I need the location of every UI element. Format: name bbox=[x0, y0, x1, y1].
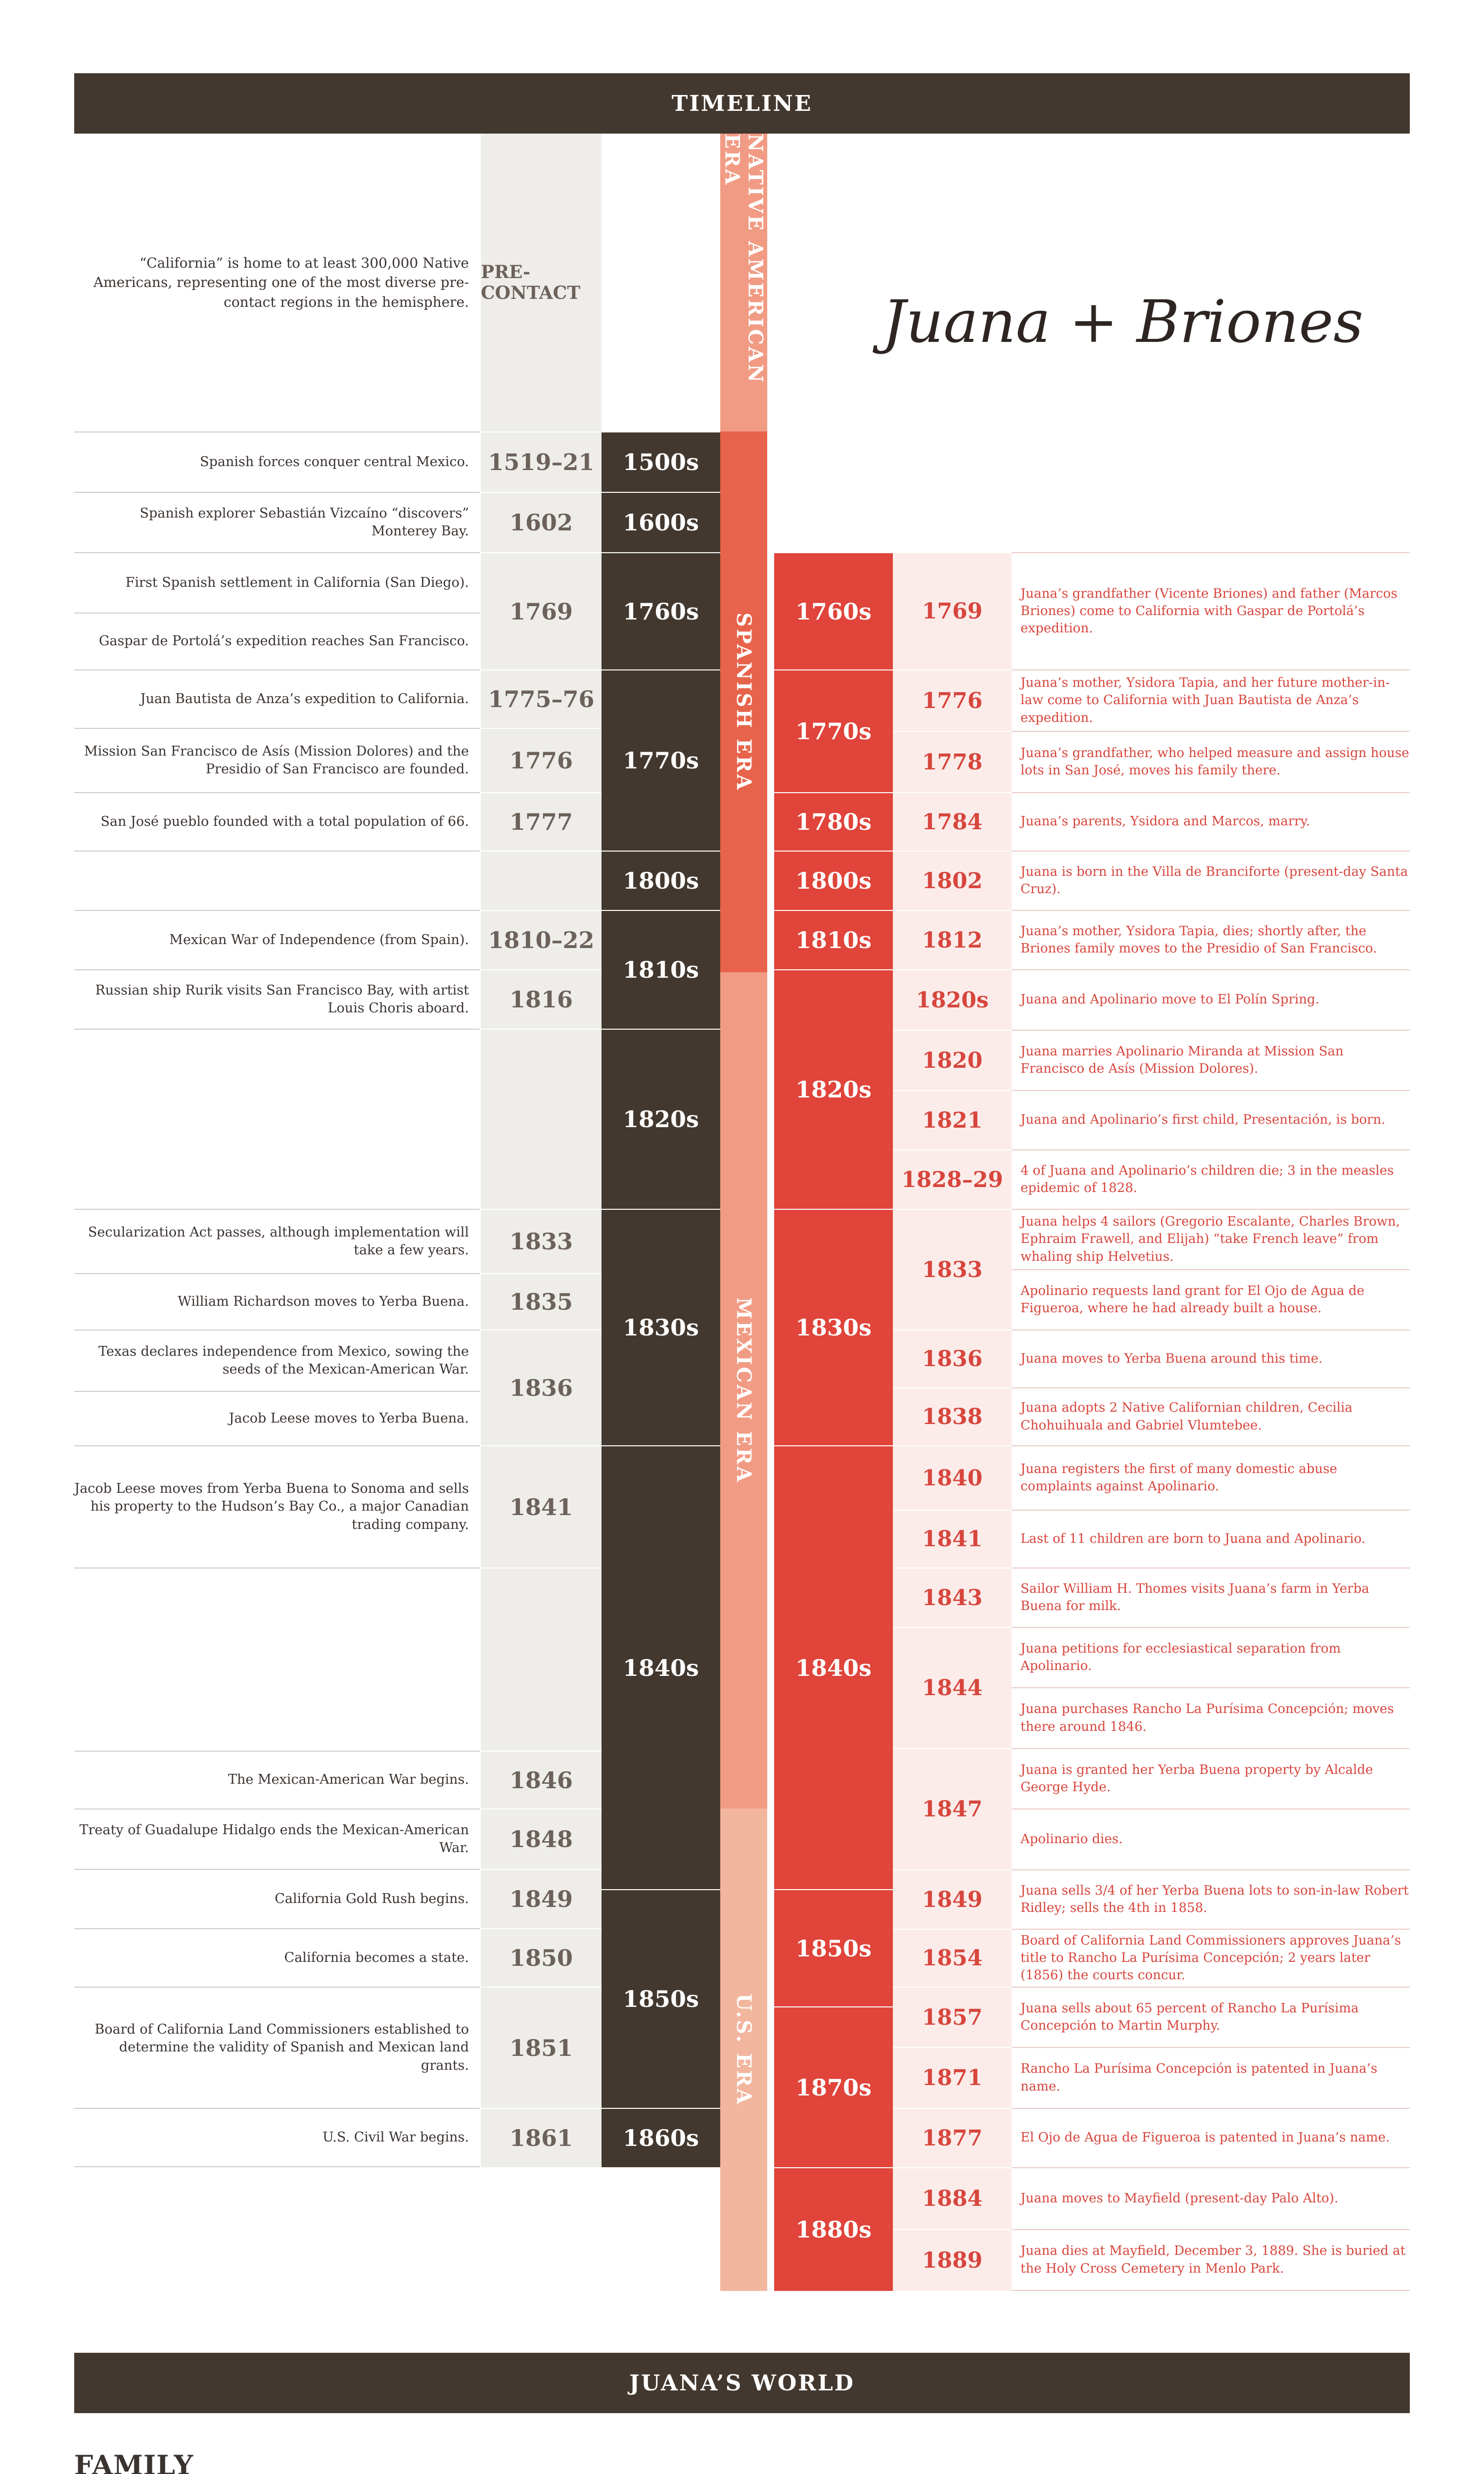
left-decade: 1860s bbox=[602, 2108, 720, 2167]
world-title: JUANA’S WORLD bbox=[629, 2370, 855, 2396]
right-decade: 1850s bbox=[774, 1889, 893, 2006]
left-event: Spanish explorer Sebastián Vizcaíno “discovers” Monterey Bay. bbox=[74, 492, 480, 552]
right-year: 1884 bbox=[893, 2167, 1012, 2229]
right-year: 1847 bbox=[893, 1748, 1012, 1869]
left-year: 1841 bbox=[481, 1445, 602, 1568]
left-event: The Mexican-American War begins. bbox=[74, 1751, 480, 1808]
left-year: 1849 bbox=[481, 1869, 602, 1928]
right-event: Juana and Apolinario’s first child, Presentación, is born. bbox=[1012, 1090, 1410, 1149]
left-year: 1851 bbox=[481, 1987, 602, 2108]
right-year: 1857 bbox=[893, 1987, 1012, 2047]
family-column bbox=[74, 2449, 722, 2474]
left-year: 1846 bbox=[481, 1751, 602, 1808]
era-us: U.S. ERA bbox=[720, 1808, 767, 2291]
right-decade: 1770s bbox=[774, 669, 893, 792]
left-year-empty bbox=[481, 1029, 602, 1209]
left-event: Treaty of Guadalupe Hidalgo ends the Mexican-American War. bbox=[74, 1808, 480, 1869]
pre-contact-text: “California” is home to at least 300,000 Native Americans, representing one of the most diverse pre-contact regions in the hemisphere. bbox=[93, 255, 469, 310]
right-year: 1778 bbox=[893, 731, 1012, 792]
right-decade: 1870s bbox=[774, 2006, 893, 2167]
right-year: 1821 bbox=[893, 1090, 1012, 1149]
right-event: Juana’s mother, Ysidora Tapia, and her future mother-in-law come to California with Juan Bautista de Anza’s expedition. bbox=[1012, 669, 1410, 731]
right-year: 1849 bbox=[893, 1869, 1012, 1929]
right-event: Juana dies at Mayfield, December 3, 1889. She is buried at the Holy Cross Cemetery in Menlo Park. bbox=[1012, 2229, 1410, 2291]
right-event: Juana helps 4 sailors (Gregorio Escalante, Charles Brown, Ephraim Frawell, and Elijah) “take French leave” from whaling ship Helvetius. bbox=[1012, 1209, 1410, 1269]
right-year: 1836 bbox=[893, 1330, 1012, 1387]
right-year: 1828–29 bbox=[893, 1149, 1012, 1209]
left-year: 1836 bbox=[481, 1330, 602, 1445]
left-decade: 1830s bbox=[602, 1209, 720, 1445]
left-event: Russian ship Rurik visits San Francisco Bay, with artist Louis Choris aboard. bbox=[74, 969, 480, 1029]
left-decade: 1600s bbox=[602, 492, 720, 552]
right-event: Juana’s mother, Ysidora Tapia, dies; shortly after, the Briones family moves to the Presidio of San Francisco. bbox=[1012, 910, 1410, 969]
left-event: California Gold Rush begins. bbox=[74, 1869, 480, 1928]
left-event: U.S. Civil War begins. bbox=[74, 2108, 480, 2167]
left-event: Gaspar de Portolá’s expedition reaches San Francisco. bbox=[74, 613, 480, 669]
right-event: Juana sells about 65 percent of Rancho La Purísima Concepción to Martin Murphy. bbox=[1012, 1987, 1410, 2047]
right-decade: 1840s bbox=[774, 1445, 893, 1889]
left-event: Mexican War of Independence (from Spain). bbox=[74, 910, 480, 969]
left-event: William Richardson moves to Yerba Buena. bbox=[74, 1273, 480, 1330]
left-decade: 1850s bbox=[602, 1889, 720, 2108]
right-event: Juana petitions for ecclesiastical separation from Apolinario. bbox=[1012, 1627, 1410, 1687]
left-year: 1816 bbox=[481, 969, 602, 1029]
left-event bbox=[74, 1568, 480, 1751]
right-event: Juana registers the first of many domestic abuse complaints against Apolinario. bbox=[1012, 1445, 1410, 1510]
right-decade: 1830s bbox=[774, 1209, 893, 1445]
left-event: Jacob Leese moves from Yerba Buena to Sonoma and sells his property to the Hudson’s Bay Co., a major Canadian trading company. bbox=[74, 1445, 480, 1568]
left-decade: 1760s bbox=[602, 552, 720, 669]
left-event: First Spanish settlement in California (San Diego). bbox=[74, 552, 480, 613]
left-year: 1848 bbox=[481, 1808, 602, 1869]
right-year: 1841 bbox=[893, 1510, 1012, 1568]
timeline-title: TIMELINE bbox=[671, 91, 813, 116]
left-decade: 1500s bbox=[602, 431, 720, 492]
right-year: 1820s bbox=[893, 969, 1012, 1030]
right-event: Juana and Apolinario move to El Polín Spring. bbox=[1012, 969, 1410, 1030]
timeline-header bbox=[74, 73, 1410, 134]
signature-text: Juana + Briones bbox=[882, 287, 1364, 356]
right-year: 1769 bbox=[893, 552, 1012, 669]
left-year: 1861 bbox=[481, 2108, 602, 2167]
right-year: 1833 bbox=[893, 1209, 1012, 1330]
right-event: Rancho La Purísima Concepción is patented in Juana’s name. bbox=[1012, 2047, 1410, 2108]
right-event: Juana adopts 2 Native Californian children, Cecilia Chohuihuala and Gabriel Vlumtebee. bbox=[1012, 1387, 1410, 1445]
right-event: El Ojo de Agua de Figueroa is patented in Juana’s name. bbox=[1012, 2108, 1410, 2167]
left-year: 1602 bbox=[481, 492, 602, 552]
era-spanish: SPANISH ERA bbox=[720, 431, 767, 972]
left-year: 1519–21 bbox=[481, 431, 602, 492]
right-event: Apolinario requests land grant for El Ojo de Agua de Figueroa, where he had already built a house. bbox=[1012, 1269, 1410, 1330]
pre-contact-label: PRE-CONTACT bbox=[481, 134, 602, 431]
left-year: 1777 bbox=[481, 792, 602, 851]
right-event: Juana sells 3/4 of her Yerba Buena lots to son-in-law Robert Ridley; sells the 4th in 1858. bbox=[1012, 1869, 1410, 1929]
right-year: 1812 bbox=[893, 910, 1012, 969]
right-event: Juana purchases Rancho La Purísima Concepción; moves there around 1846. bbox=[1012, 1687, 1410, 1748]
left-decade: 1840s bbox=[602, 1445, 720, 1889]
right-event: Juana’s grandfather (Vicente Briones) and father (Marcos Briones) come to California with Gaspar de Portolá’s expedition. bbox=[1012, 552, 1410, 669]
right-year: 1838 bbox=[893, 1387, 1012, 1445]
left-event bbox=[74, 1029, 480, 1209]
right-event: Juana moves to Yerba Buena around this time. bbox=[1012, 1330, 1410, 1387]
right-year: 1840 bbox=[893, 1445, 1012, 1510]
right-year: 1820 bbox=[893, 1030, 1012, 1090]
era-native-american: NATIVE AMERICAN ERA bbox=[720, 134, 767, 431]
left-event: Texas declares independence from Mexico, sowing the seeds of the Mexican-American War. bbox=[74, 1330, 480, 1391]
signature bbox=[881, 277, 1365, 366]
right-event: Juana’s grandfather, who helped measure and assign house lots in San José, moves his family there. bbox=[1012, 731, 1410, 792]
left-year: 1775–76 bbox=[481, 669, 602, 728]
left-year-empty bbox=[481, 1568, 602, 1751]
left-decade: 1810s bbox=[602, 910, 720, 1029]
right-decade: 1800s bbox=[774, 851, 893, 910]
family-title: FAMILY bbox=[74, 2449, 194, 2474]
right-event: Sailor William H. Thomes visits Juana’s farm in Yerba Buena for milk. bbox=[1012, 1568, 1410, 1627]
left-year: 1833 bbox=[481, 1209, 602, 1273]
right-year: 1802 bbox=[893, 851, 1012, 910]
right-year: 1843 bbox=[893, 1568, 1012, 1627]
left-event: Secularization Act passes, although implementation will take a few years. bbox=[74, 1209, 480, 1273]
right-event: Board of California Land Commissioners approves Juana’s title to Rancho La Purísima Concepción; 2 years later (1856) the courts concur. bbox=[1012, 1929, 1410, 1987]
right-year: 1854 bbox=[893, 1929, 1012, 1987]
right-event: Juana is granted her Yerba Buena property by Alcalde George Hyde. bbox=[1012, 1748, 1410, 1808]
left-decade: 1770s bbox=[602, 669, 720, 851]
left-event bbox=[74, 851, 480, 910]
right-event: Juana is born in the Villa de Branciforte (present-day Santa Cruz). bbox=[1012, 851, 1410, 910]
left-decade: 1800s bbox=[602, 851, 720, 910]
left-event: Jacob Leese moves to Yerba Buena. bbox=[74, 1391, 480, 1445]
right-year: 1871 bbox=[893, 2047, 1012, 2108]
left-year: 1835 bbox=[481, 1273, 602, 1330]
left-event: San José pueblo founded with a total population of 66. bbox=[74, 792, 480, 851]
left-year: 1810–22 bbox=[481, 910, 602, 969]
right-event: Juana’s parents, Ysidora and Marcos, marry. bbox=[1012, 792, 1410, 851]
left-event: Board of California Land Commissioners established to determine the validity of Spanish and Mexican land grants. bbox=[74, 1987, 480, 2108]
right-year: 1784 bbox=[893, 792, 1012, 851]
right-year: 1877 bbox=[893, 2108, 1012, 2167]
right-event: Juana marries Apolinario Miranda at Mission San Francisco de Asís (Mission Dolores). bbox=[1012, 1030, 1410, 1090]
left-event: Spanish forces conquer central Mexico. bbox=[74, 431, 480, 492]
right-decade: 1810s bbox=[774, 910, 893, 969]
right-decade: 1820s bbox=[774, 969, 893, 1209]
right-event: Last of 11 children are born to Juana and Apolinario. bbox=[1012, 1510, 1410, 1568]
right-decade: 1760s bbox=[774, 552, 893, 669]
left-year: 1850 bbox=[481, 1928, 602, 1987]
right-event: 4 of Juana and Apolinario’s children die; 3 in the measles epidemic of 1828. bbox=[1012, 1149, 1410, 1209]
left-event: California becomes a state. bbox=[74, 1928, 480, 1987]
right-year: 1776 bbox=[893, 669, 1012, 731]
left-decade: 1820s bbox=[602, 1029, 720, 1209]
left-year-empty bbox=[481, 851, 602, 910]
right-year: 1889 bbox=[893, 2229, 1012, 2291]
left-year: 1776 bbox=[481, 728, 602, 792]
right-decade: 1780s bbox=[774, 792, 893, 851]
left-event: Juan Bautista de Anza’s expedition to California. bbox=[74, 669, 480, 728]
right-decade: 1880s bbox=[774, 2167, 893, 2291]
right-event: Juana moves to Mayfield (present-day Palo Alto). bbox=[1012, 2167, 1410, 2229]
pre-contact-blank bbox=[602, 134, 720, 431]
right-event: Apolinario dies. bbox=[1012, 1808, 1410, 1869]
left-event: Mission San Francisco de Asís (Mission Dolores) and the Presidio of San Francisco are founded. bbox=[74, 728, 480, 792]
left-year: 1769 bbox=[481, 552, 602, 669]
era-mexican: MEXICAN ERA bbox=[720, 972, 767, 1808]
right-year: 1844 bbox=[893, 1627, 1012, 1748]
world-header bbox=[74, 2353, 1410, 2413]
